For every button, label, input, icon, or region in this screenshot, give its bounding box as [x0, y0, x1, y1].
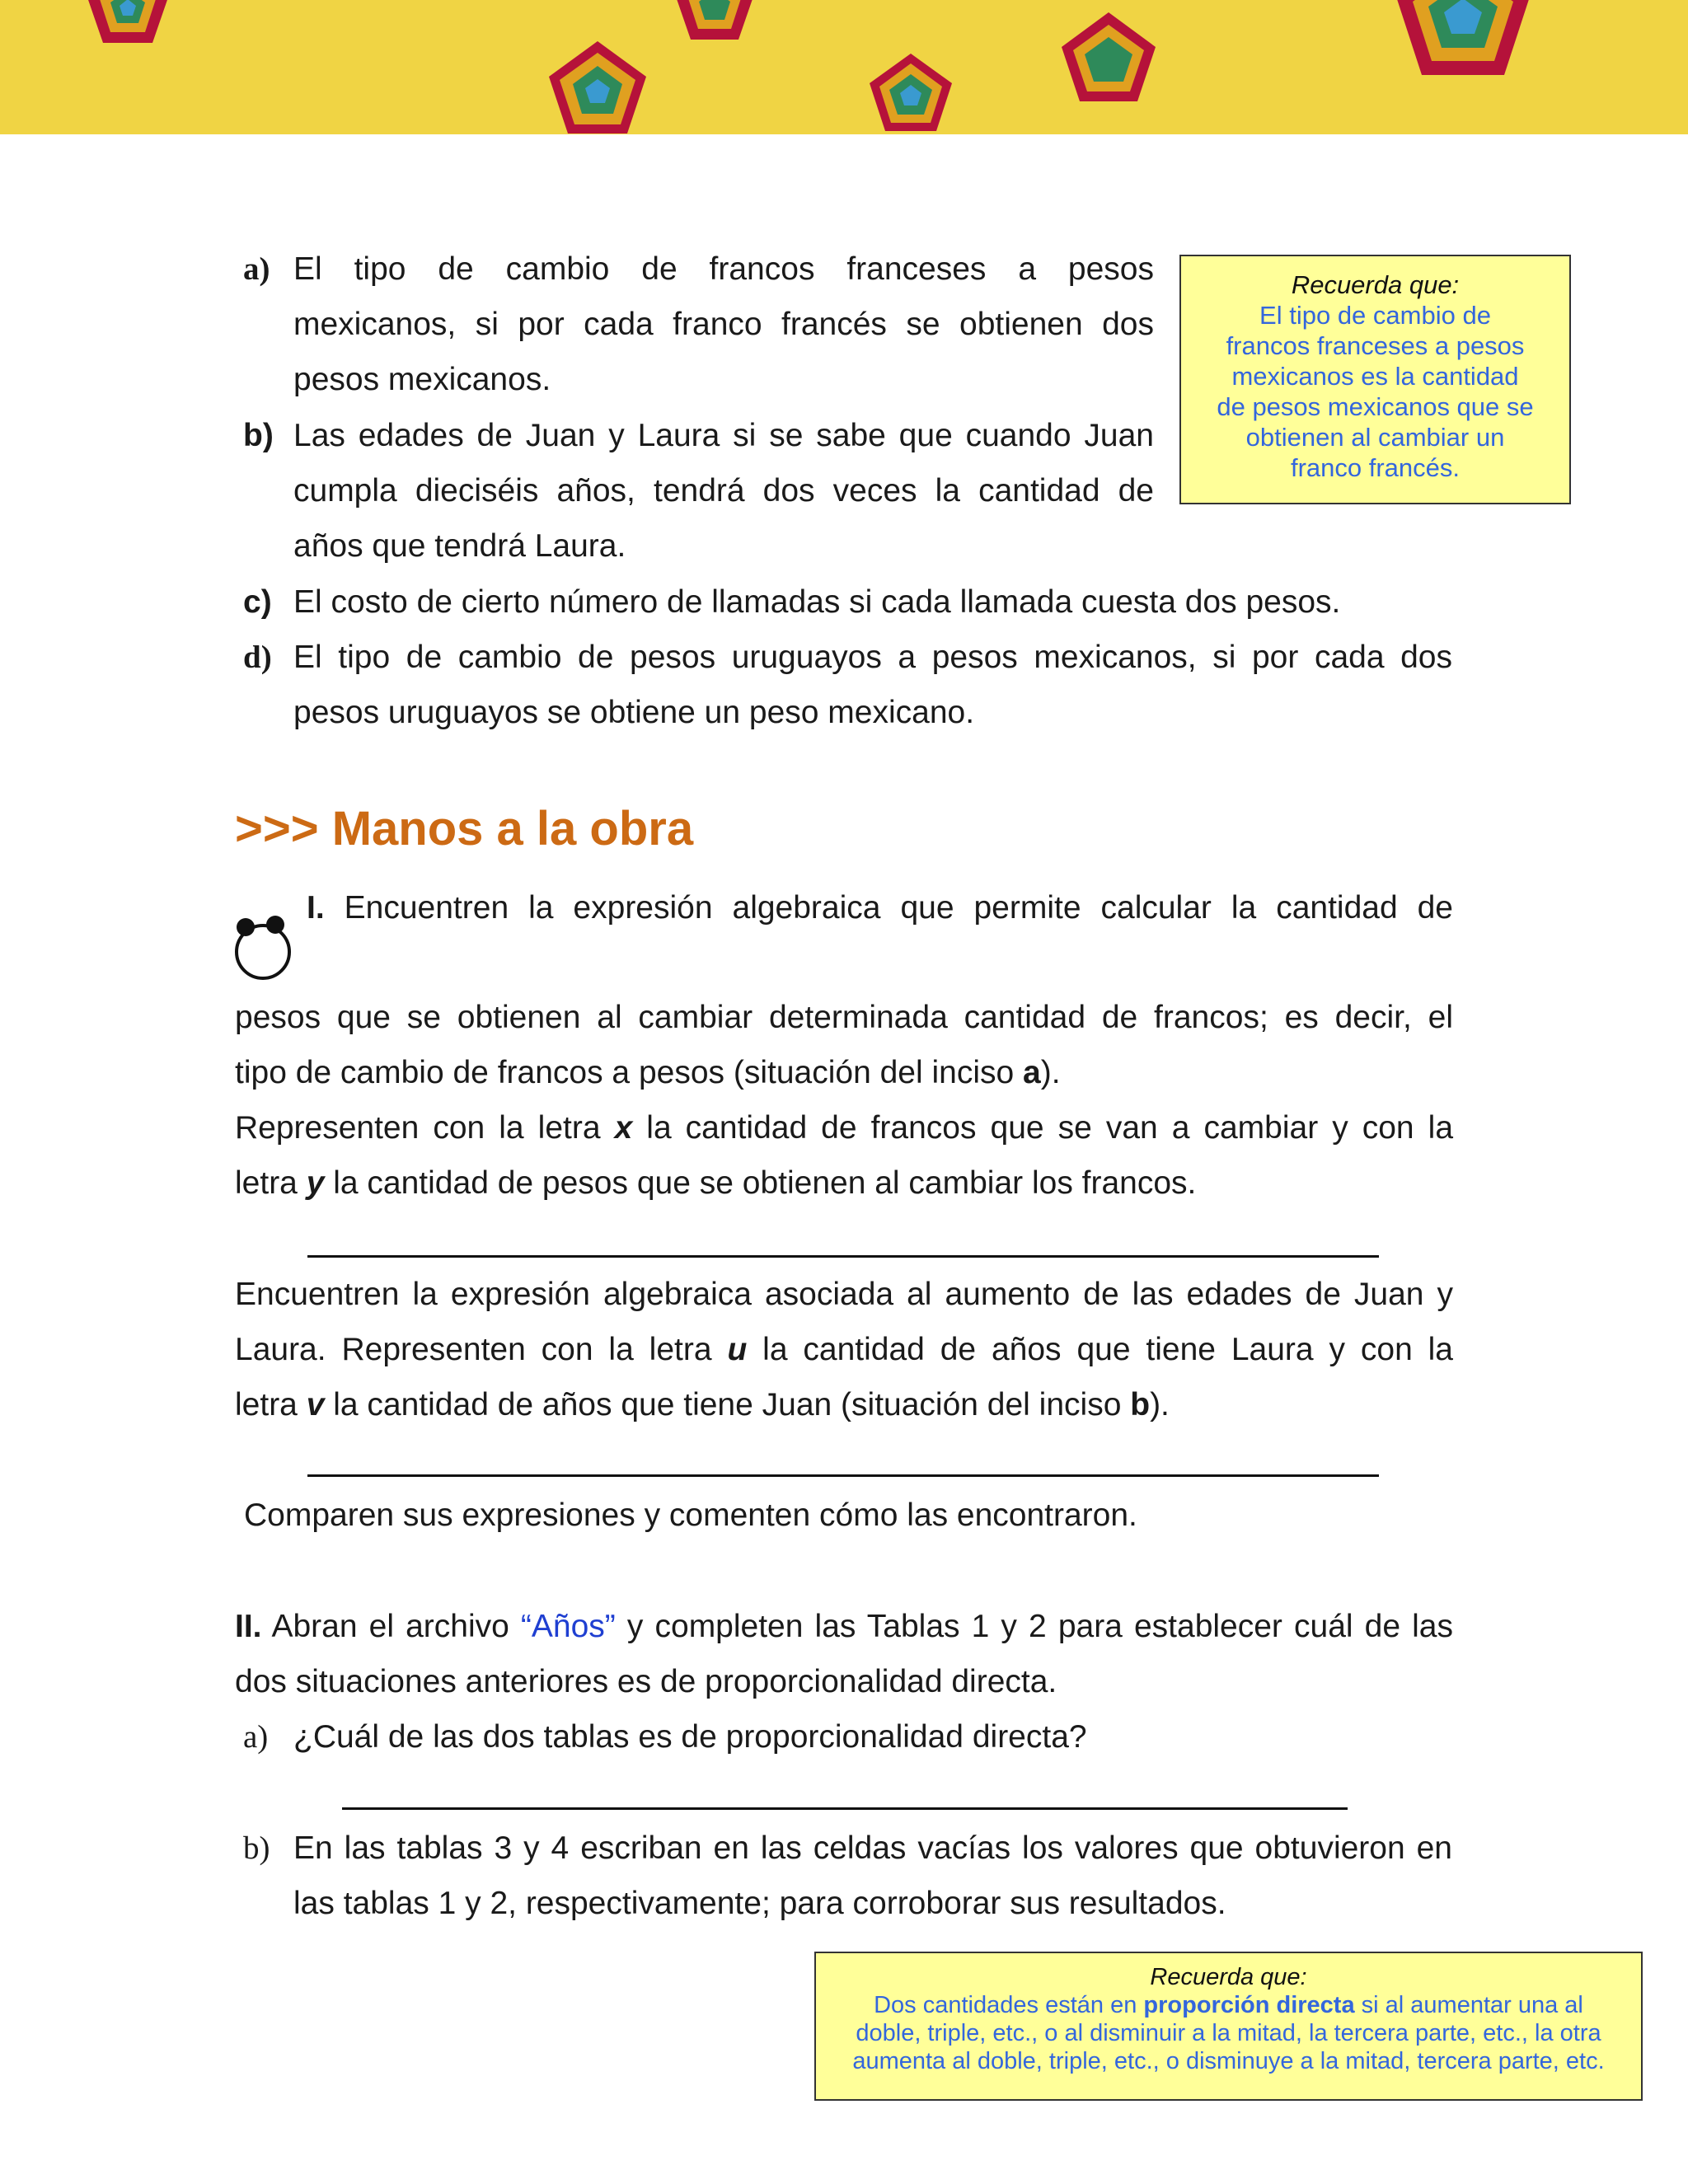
paragraph-line: Representen con la letra x la cantidad de francos que se van a cambiar y con la [235, 1110, 1454, 1146]
note-line: obtienen al cambiar un [1245, 423, 1505, 452]
paragraph-line: dos situaciones anteriores es de proporcionalidad directa. [235, 1664, 1057, 1699]
paragraph-line: pesos que se obtienen al cambiar determinada cantidad de francos; es decir, el [235, 1000, 1453, 1035]
item-text-line: pesos uruguayos se obtiene un peso mexicano. [293, 695, 975, 730]
list-item-c [243, 574, 1452, 630]
list-item-a [243, 241, 1154, 407]
paragraph-text: Encuentren la expresión algebraica que permite calcular la cantidad de [344, 890, 1453, 926]
item-label: c) [243, 584, 272, 620]
part-two-body [235, 1599, 1453, 1709]
item-text-line: pesos mexicanos. [293, 362, 551, 397]
decorative-banner [0, 0, 1688, 134]
part-one-body [235, 990, 1453, 1211]
list-item-d [243, 630, 1452, 740]
answer-line[interactable] [342, 1807, 1348, 1810]
answer-line[interactable] [307, 1474, 1379, 1477]
paragraph-line: letra y la cantidad de pesos que se obtienen al cambiar los francos. [235, 1165, 1197, 1201]
item-label: b) [243, 418, 274, 453]
item-text-line: mexicanos, si por cada franco francés se obtienen dos [293, 307, 1154, 342]
item-label: a) [243, 251, 270, 287]
note-line: aumenta al doble, triple, etc., o disminuye a la mitad, tercera parte, etc. [852, 2048, 1605, 2074]
note-line: Dos cantidades están en proporción directa si al aumentar una al [874, 1992, 1583, 2018]
pentagon-ornament [675, 0, 754, 40]
question-b [243, 1821, 1452, 1931]
pentagon-ornament [1062, 12, 1156, 101]
item-text-line: cumpla dieciséis años, tendrá dos veces la cantidad de [293, 473, 1154, 509]
pentagon-ornament [87, 0, 169, 43]
note-line: mexicanos es la cantidad [1231, 362, 1519, 391]
answer-line[interactable] [307, 1255, 1379, 1258]
item-text-line: El tipo de cambio de francos franceses a pesos [293, 251, 1154, 287]
item-label: b) [243, 1830, 270, 1866]
note-line: doble, triple, etc., o al disminuir a la mitad, la tercera parte, etc., la otra [856, 2020, 1601, 2046]
item-text-line: Las edades de Juan y Laura si se sabe que cuando Juan [293, 418, 1154, 453]
note-line: El tipo de cambio de [1259, 301, 1491, 330]
roman-numeral: I. [307, 890, 325, 926]
paragraph-line: Comparen sus expresiones y comenten cómo las encontraron. [244, 1497, 1137, 1533]
list-item-b [243, 408, 1154, 574]
item-text-line: El tipo de cambio de pesos uruguayos a pesos mexicanos, si por cada dos [293, 640, 1452, 675]
question-text: En las tablas 3 y 4 escriban en las celdas vacías los valores que obtuvieron en [293, 1830, 1452, 1866]
note-title: Recuerda que: [1291, 270, 1460, 299]
item-text-line: años que tendrá Laura. [293, 528, 626, 564]
question-a [243, 1709, 1452, 1765]
question-text: las tablas 1 y 2, respectivamente; para corroborar sus resultados. [293, 1886, 1226, 1921]
paragraph-line: letra v la cantidad de años que tiene Juan (situación del inciso b). [235, 1387, 1170, 1422]
pentagon-ornament [1396, 0, 1530, 75]
paragraph-line: tipo de cambio de francos a pesos (situación del inciso a). [235, 1055, 1061, 1090]
part-one-body-2 [235, 1267, 1453, 1432]
paragraph-line: Encuentren la expresión algebraica asociada al aumento de las edades de Juan y [235, 1277, 1453, 1312]
pentagon-ornament [870, 54, 952, 131]
paragraph-line: Laura. Representen con la letra u la cantidad de años que tiene Laura y con la [235, 1332, 1453, 1367]
item-text-line: El costo de cierto número de llamadas si cada llamada cuesta dos pesos. [293, 584, 1341, 620]
section-heading: >>> Manos a la obra [235, 802, 694, 855]
reminder-note-proportion [814, 1952, 1643, 2101]
question-text: ¿Cuál de las dos tablas es de proporcionalidad directa? [293, 1719, 1087, 1755]
note-title: Recuerda que: [1150, 1964, 1307, 1990]
note-line: francos franceses a pesos [1226, 331, 1525, 360]
paragraph-line: II. Abran el archivo “Años” y completen las Tablas 1 y 2 para establecer cuál de las [235, 1609, 1453, 1644]
item-label: d) [243, 640, 272, 675]
part-one-first-line [307, 880, 1453, 935]
team-icon [231, 911, 297, 981]
pentagon-ornaments [0, 0, 1688, 134]
roman-numeral: II. [235, 1609, 262, 1644]
note-line: franco francés. [1290, 453, 1461, 482]
item-label: a) [243, 1719, 269, 1755]
note-line: de pesos mexicanos que se [1217, 392, 1534, 421]
reminder-note [1179, 255, 1571, 504]
file-link[interactable]: “Años” [520, 1609, 616, 1644]
pentagon-ornament [549, 41, 646, 134]
